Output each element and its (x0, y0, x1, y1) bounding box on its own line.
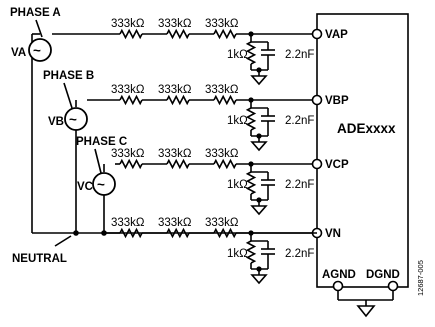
agnd-label: AGND (322, 269, 356, 281)
pin-vbp (313, 96, 322, 105)
shunt-resistor-label: 1kΩ (227, 179, 248, 191)
rail-vap (52, 18, 348, 84)
series-resistor (120, 161, 142, 168)
shunt-resistor-label: 1kΩ (227, 49, 248, 61)
shunt-resistor (248, 241, 255, 263)
series-resistor-label: 333kΩ (205, 84, 239, 96)
dgnd-pin (389, 282, 398, 291)
chip-body (317, 14, 408, 287)
source-vb (65, 108, 87, 130)
series-resistor-label: 333kΩ (205, 18, 239, 30)
ac-wave-icon: ~ (69, 112, 77, 127)
source-va (29, 39, 51, 61)
vc-label: VC (77, 181, 93, 193)
capacitor-label: 2.2nF (285, 179, 315, 191)
phase-b-leader (64, 83, 72, 108)
series-resistor (167, 161, 189, 168)
series-resistor-label: 333kΩ (111, 84, 145, 96)
shunt-resistor-label: 1kΩ (227, 248, 248, 260)
dgnd-label: DGND (366, 269, 400, 281)
pin-label-vcp: VCP (325, 159, 349, 171)
neutral-label: NEUTRAL (12, 253, 67, 265)
ground-icon (252, 206, 266, 214)
ground-icon (252, 76, 266, 84)
series-resistor-label: 333kΩ (158, 217, 192, 229)
series-resistor-label: 333kΩ (111, 148, 145, 160)
shunt-resistor (248, 108, 255, 130)
chip-ground-icon (358, 306, 374, 316)
series-resistor-label: 333kΩ (158, 84, 192, 96)
phase-a-label: PHASE A (10, 7, 61, 19)
capacitor-label: 2.2nF (285, 49, 315, 61)
neutral-leader (55, 236, 71, 246)
series-resistor (214, 161, 236, 168)
series-resistor-label: 333kΩ (158, 148, 192, 160)
shunt-resistor (248, 172, 255, 194)
series-resistor-label: 333kΩ (205, 148, 239, 160)
series-resistor (120, 97, 142, 104)
pin-label-vap: VAP (325, 29, 348, 41)
series-resistor-label: 333kΩ (111, 18, 145, 30)
pin-label-vbp: VBP (325, 95, 349, 107)
phase-c-leader (95, 149, 101, 173)
rail-vcp (111, 148, 349, 214)
chip-ground-net (338, 287, 393, 316)
series-resistor (214, 97, 236, 104)
shunt-resistor (248, 42, 255, 64)
figure-id: 12687-005 (416, 260, 425, 296)
series-resistor (214, 31, 236, 38)
capacitor-label: 2.2nF (285, 115, 315, 127)
input-rails (52, 18, 349, 283)
phase-b-label: PHASE B (43, 70, 95, 82)
pin-vcp (313, 160, 322, 169)
series-resistor-label: 333kΩ (158, 18, 192, 30)
ac-wave-icon: ~ (33, 43, 41, 58)
pin-vap (313, 30, 322, 39)
agnd-pin (334, 282, 343, 291)
source-vc (93, 173, 115, 195)
ground-icon (252, 275, 266, 283)
phase-c-label: PHASE C (76, 136, 128, 148)
capacitor-label: 2.2nF (285, 248, 315, 260)
pin-label-vn: VN (325, 228, 341, 240)
chip-name: ADExxxx (337, 121, 396, 136)
series-resistor-label: 333kΩ (111, 217, 145, 229)
source-wiring (32, 34, 317, 236)
series-resistor (120, 31, 142, 38)
vb-label: VB (48, 116, 64, 128)
rail-vn (104, 217, 341, 283)
series-resistor (167, 31, 189, 38)
ground-icon (252, 142, 266, 150)
series-resistor-label: 333kΩ (205, 217, 239, 229)
va-label: VA (11, 47, 27, 59)
ac-wave-icon: ~ (97, 177, 105, 192)
shunt-resistor-label: 1kΩ (227, 115, 248, 127)
series-resistor (167, 97, 189, 104)
